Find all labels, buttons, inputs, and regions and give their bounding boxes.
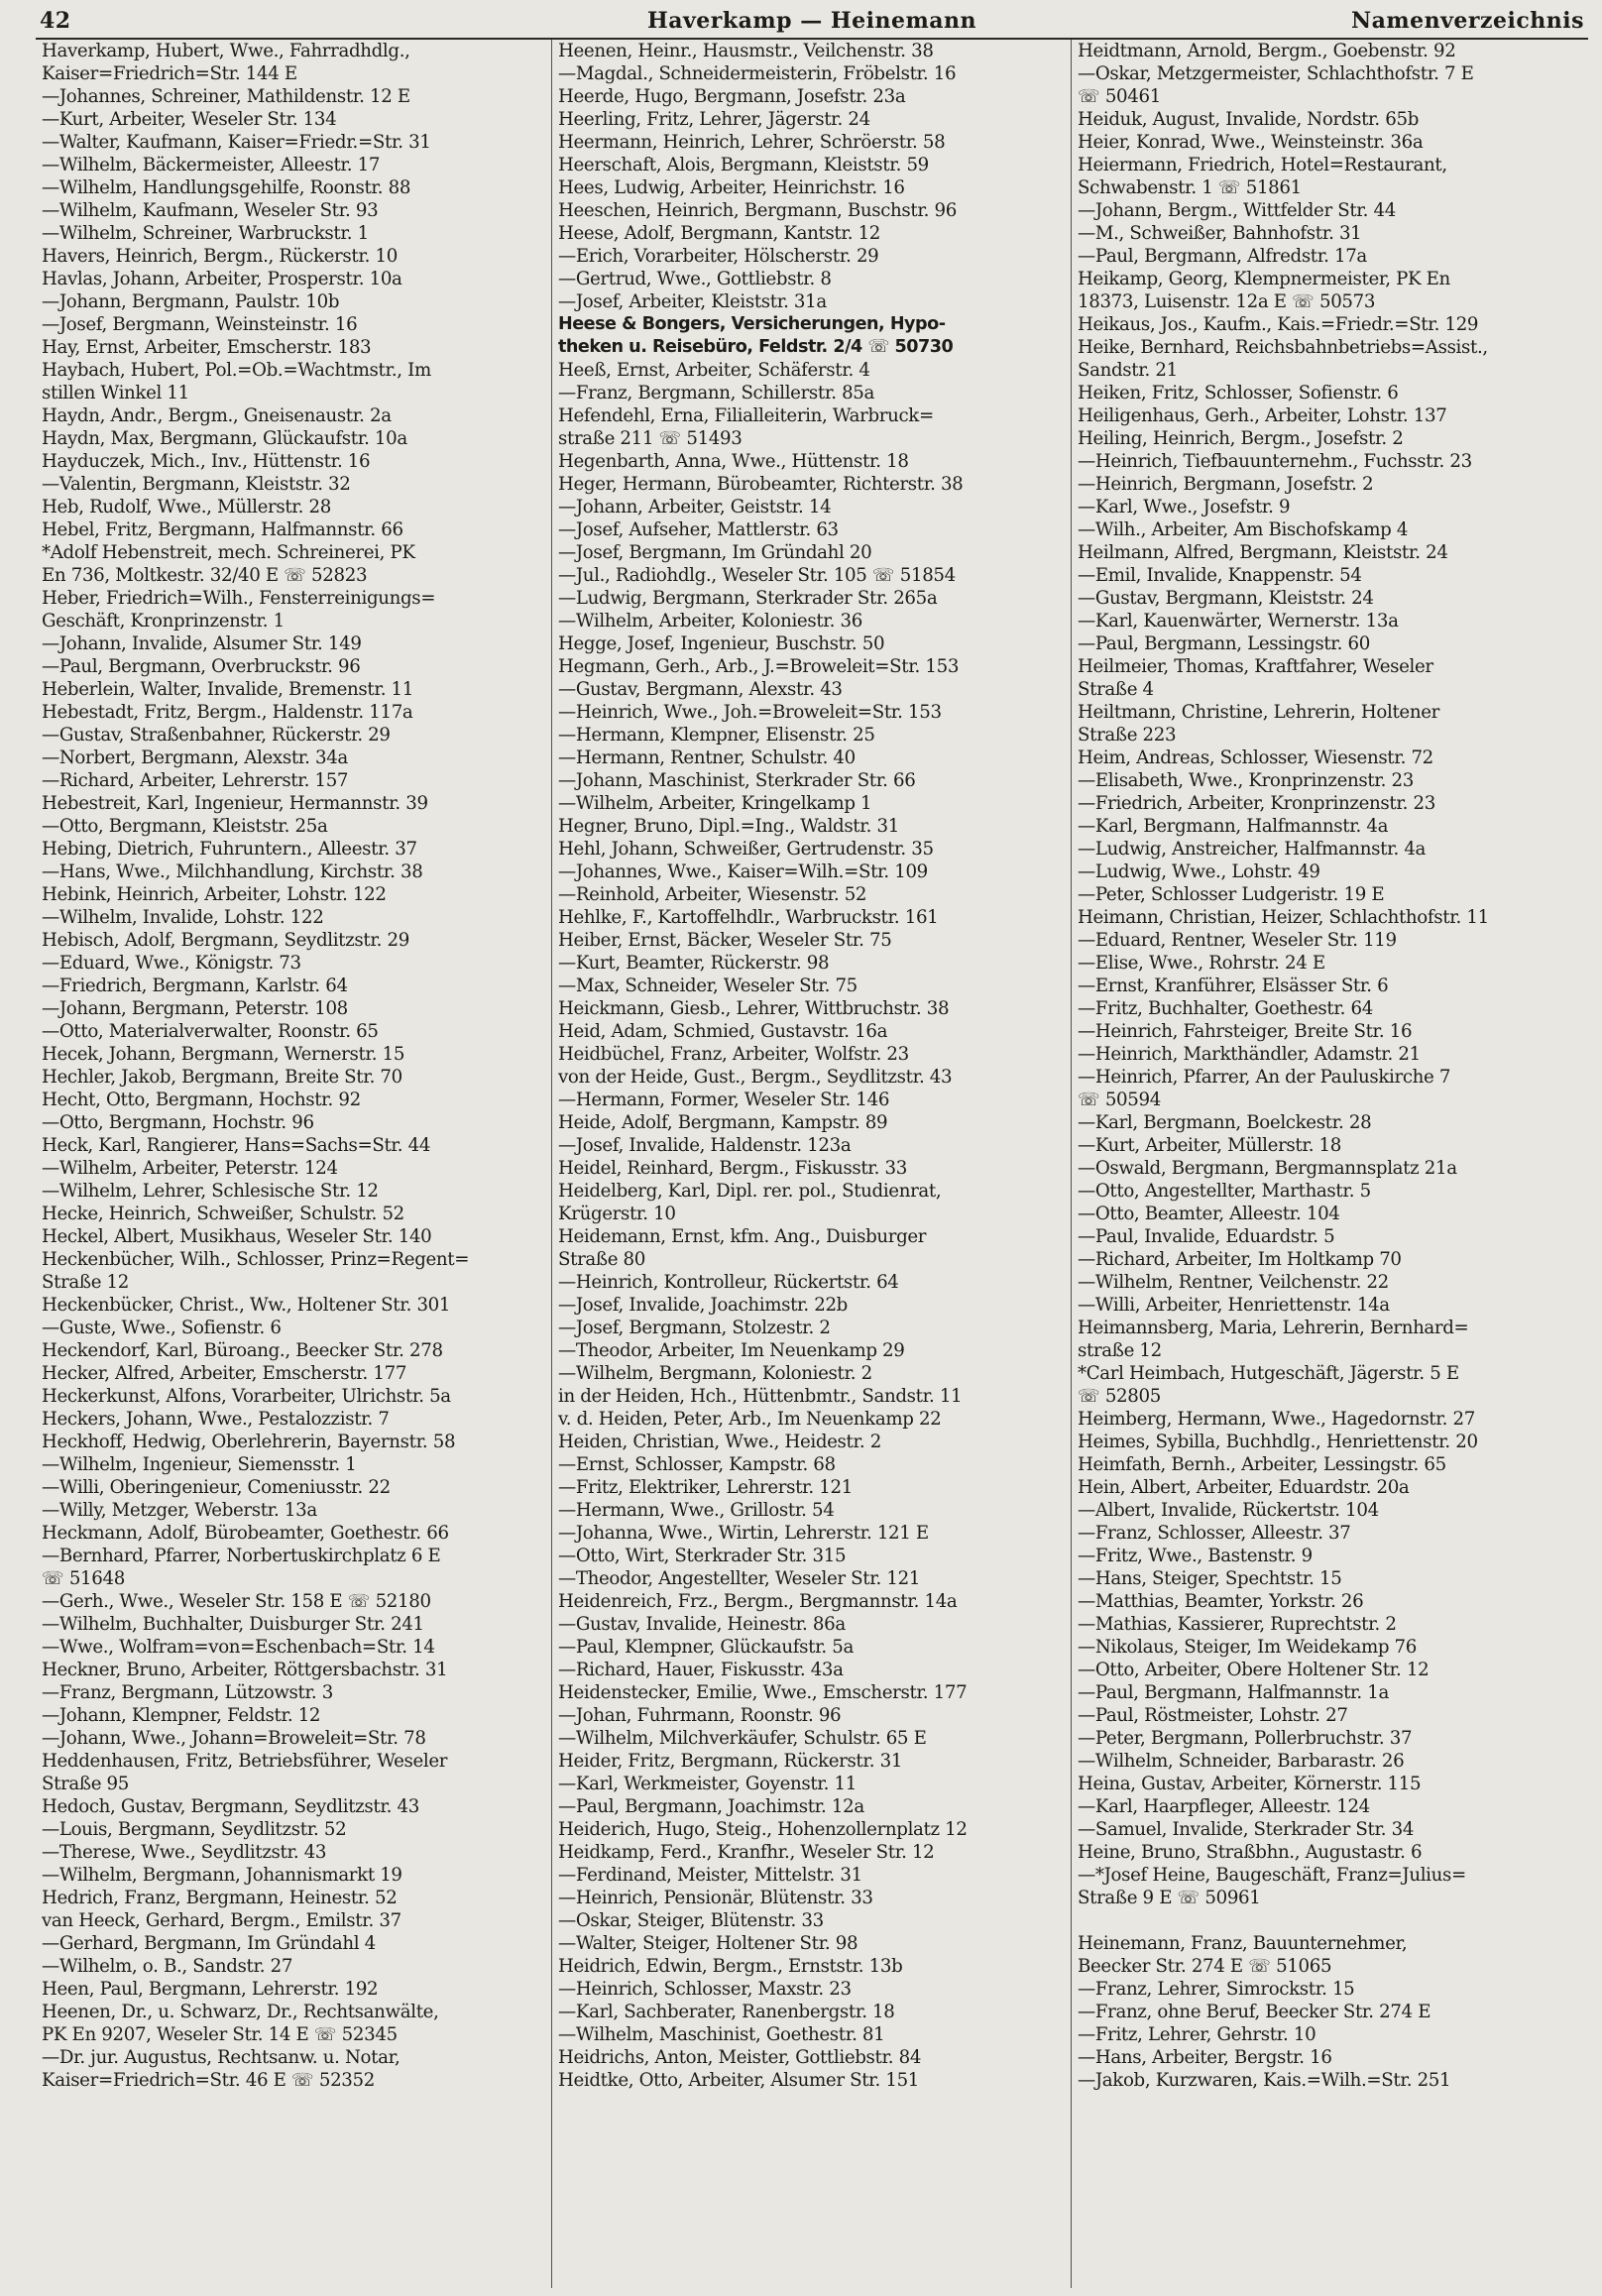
directory-entry-line: —Theodor, Arbeiter, Im Neuenkamp 29 [558,1340,905,1361]
directory-entry-line: —Gertrud, Wwe., Gottliebstr. 8 [558,269,832,289]
directory-entry-line: —Karl, Kauenwärter, Wernerstr. 13a [1078,611,1399,631]
page-header [36,6,1588,40]
directory-entry-line: Kaiser=Friedrich=Str. 144 E [42,63,297,84]
directory-entry-line: —Hans, Wwe., Milchhandlung, Kirchstr. 38 [42,861,423,882]
directory-entry-line: —Nikolaus, Steiger, Im Weidekamp 76 [1078,1637,1418,1658]
directory-entry-line: Heckerkunst, Alfons, Vorarbeiter, Ulrichstr. 5a [42,1386,451,1407]
directory-entry-line: —Josef, Invalide, Joachimstr. 22b [558,1295,848,1316]
directory-entry-line: —Johann, Bergmann, Paulstr. 10b [42,291,340,312]
directory-entry-line: Hegge, Josef, Ingenieur, Buschstr. 50 [558,633,885,654]
directory-entry-line: Heier, Konrad, Wwe., Weinsteinstr. 36a [1078,132,1424,153]
directory-entry-line: Heckhoff, Hedwig, Oberlehrerin, Bayernstr. 58 [42,1432,456,1452]
directory-entry-line: Heidtmann, Arnold, Bergm., Goebenstr. 92 [1078,41,1456,61]
directory-entry-line: Hedrich, Franz, Bergmann, Heinestr. 52 [42,1888,398,1908]
directory-entry-line: Heerling, Fritz, Lehrer, Jägerstr. 24 [558,109,870,130]
directory-entry-line: Heidtke, Otto, Arbeiter, Alsumer Str. 151 [558,2070,920,2091]
directory-entry-line: Heckmann, Adolf, Bürobeamter, Goethestr. 66 [42,1523,449,1544]
directory-entry-line: —Johann, Wwe., Johann=Broweleit=Str. 78 [42,1728,426,1749]
directory-entry-line: Straße 12 [42,1272,129,1293]
directory-entry-line: straße 211 ☏ 51493 [558,428,743,449]
directory-entry-line: —M., Schweißer, Bahnhofstr. 31 [1078,223,1362,244]
directory-entry-line: Heina, Gustav, Arbeiter, Körnerstr. 115 [1078,1774,1422,1794]
directory-entry-line: —Heinrich, Tiefbauunternehm., Fuchsstr. 23 [1078,451,1472,472]
directory-entry-line: Heimfath, Bernh., Arbeiter, Lessingstr. 65 [1078,1454,1446,1475]
directory-entry-line: Haverkamp, Hubert, Wwe., Fahrradhdlg., [42,41,410,61]
directory-entry-line: —Fritz, Wwe., Bastenstr. 9 [1078,1546,1313,1566]
directory-entry-line: Heidbüchel, Franz, Arbeiter, Wolfstr. 23 [558,1044,909,1065]
directory-entry-line: Heeschen, Heinrich, Bergmann, Buschstr. 96 [558,200,957,221]
directory-entry-line: ☏ 50594 [1078,1090,1161,1110]
directory-entry-line: ☏ 50461 [1078,86,1161,107]
directory-entry-line: —Wilhelm, Invalide, Lohstr. 122 [42,907,324,928]
directory-entry-line: —Fritz, Elektriker, Lehrerstr. 121 [558,1477,853,1498]
directory-entry-line: Heber, Friedrich=Wilh., Fensterreinigungs= [42,588,436,609]
directory-entry-line: —Heinrich, Wwe., Joh.=Broweleit=Str. 153 [558,702,942,723]
directory-entry-line: Heenen, Dr., u. Schwarz, Dr., Rechtsanwälte, [42,2002,439,2022]
directory-entry-line: —Josef, Bergmann, Stolzestr. 2 [558,1318,831,1338]
directory-entry-line: —Johanna, Wwe., Wirtin, Lehrerstr. 121 E [558,1523,929,1544]
directory-entry-line: —Walter, Steiger, Holtener Str. 98 [558,1933,858,1954]
directory-entry-line: Heenen, Heinr., Hausmstr., Veilchenstr. 38 [558,41,934,61]
directory-entry-line: Sandstr. 21 [1078,360,1178,381]
directory-entry-line: Hees, Ludwig, Arbeiter, Heinrichstr. 16 [558,177,905,198]
directory-entry-line: Hehl, Johann, Schweißer, Gertrudenstr. 35 [558,839,934,860]
directory-entry-line: Hegenbarth, Anna, Wwe., Hüttenstr. 18 [558,451,909,472]
directory-entry-line: Heider, Fritz, Bergmann, Rückerstr. 31 [558,1751,903,1772]
directory-entry-line: —Otto, Arbeiter, Obere Holtener Str. 12 [1078,1660,1430,1680]
directory-entry-line: Heickmann, Giesb., Lehrer, Wittbruchstr. 38 [558,998,950,1019]
page-title: Haverkamp — Heinemann [646,8,977,34]
directory-entry-line: —Franz, ohne Beruf, Beecker Str. 274 E [1078,2002,1431,2022]
directory-entry-line: Hebisch, Adolf, Bergmann, Seydlitzstr. 29 [42,930,409,951]
directory-entry-line: in der Heiden, Hch., Hüttenbmtr., Sandstr. 11 [558,1386,963,1407]
directory-entry-line: —Kurt, Beamter, Rückerstr. 98 [558,953,830,974]
directory-entry-line: —Wilhelm, Schneider, Barbarastr. 26 [1078,1751,1405,1772]
directory-entry-line: —Heinrich, Markthändler, Adamstr. 21 [1078,1044,1421,1065]
directory-entry-line: —Paul, Bergmann, Halfmannstr. 1a [1078,1682,1389,1703]
directory-entry-line: Hebestreit, Karl, Ingenieur, Hermannstr. 39 [42,793,428,814]
directory-entry-line: —Friedrich, Bergmann, Karlstr. 64 [42,976,348,996]
directory-entry-line: —Paul, Bergmann, Alfredstr. 17a [1078,246,1367,267]
directory-entry-line: Hechler, Jakob, Bergmann, Breite Str. 70 [42,1067,402,1088]
directory-entry-line: Heckenbücher, Wilh., Schlosser, Prinz=Regent= [42,1249,470,1270]
directory-entry-line: Straße 9 E ☏ 50961 [1078,1888,1261,1908]
directory-entry-line: —Magdal., Schneidermeisterin, Fröbelstr. 16 [558,63,957,84]
directory-entry-line: —Otto, Bergmann, Kleiststr. 25a [42,816,328,837]
directory-entry-line: —Josef, Bergmann, Im Gründahl 20 [558,542,872,563]
directory-entry-line: 18373, Luisenstr. 12a E ☏ 50573 [1078,291,1376,312]
directory-entry-line: Heger, Hermann, Bürobeamter, Richterstr. 38 [558,474,964,495]
directory-entry-line: —Johann, Bergmann, Peterstr. 108 [42,998,348,1019]
directory-entry-line: —Paul, Bergmann, Joachimstr. 12a [558,1796,864,1817]
directory-entry-line: Heine, Bruno, Straßbhn., Augustastr. 6 [1078,1842,1423,1863]
directory-entry-line: —Bernhard, Pfarrer, Norbertuskirchplatz 6 E [42,1546,441,1566]
directory-entry-line: —Wilhelm, Bergmann, Koloniestr. 2 [558,1363,872,1384]
directory-entry-line: —Johannes, Wwe., Kaiser=Wilh.=Str. 109 [558,861,928,882]
directory-entry-line: —Ludwig, Wwe., Lohstr. 49 [1078,861,1320,882]
directory-entry-line: —Otto, Beamter, Alleestr. 104 [1078,1204,1340,1224]
directory-entry-line: Hebink, Heinrich, Arbeiter, Lohstr. 122 [42,884,387,905]
directory-entry-line: —Gustav, Invalide, Heinestr. 86a [558,1614,846,1635]
directory-entry-line: —Ludwig, Anstreicher, Halfmannstr. 4a [1078,839,1427,860]
directory-entry-line: —Peter, Bergmann, Pollerbruchstr. 37 [1078,1728,1413,1749]
directory-entry-line: —Wilhelm, Schreiner, Warbruckstr. 1 [42,223,369,244]
directory-entry-line: Heese, Adolf, Bergmann, Kantstr. 12 [558,223,881,244]
directory-entry-line: —Hermann, Rentner, Schulstr. 40 [558,747,856,768]
directory-entry-line: Hayduczek, Mich., Inv., Hüttenstr. 16 [42,451,371,472]
directory-entry-line: —Ferdinand, Meister, Mittelstr. 31 [558,1865,862,1886]
directory-entry-line: —Guste, Wwe., Sofienstr. 6 [42,1318,282,1338]
directory-entry-line: —Ernst, Kranführer, Elsässer Str. 6 [1078,976,1389,996]
directory-entry-line: —Louis, Bergmann, Seydlitzstr. 52 [42,1819,347,1840]
directory-entry-line: Heiduk, August, Invalide, Nordstr. 65b [1078,109,1419,130]
directory-entry-line: —Otto, Materialverwalter, Roonstr. 65 [42,1021,379,1042]
directory-entry-line: Haydn, Max, Bergmann, Glückaufstr. 10a [42,428,407,449]
directory-entry-line: Heidenreich, Frz., Bergm., Bergmannstr. 14a [558,1591,958,1612]
directory-entry-line: —Therese, Wwe., Seydlitzstr. 43 [42,1842,327,1863]
directory-entry-line: —Hermann, Wwe., Grillostr. 54 [558,1500,835,1521]
directory-entry-line: —Gustav, Bergmann, Alexstr. 43 [558,679,843,700]
directory-entry-line: Heinemann, Franz, Bauunternehmer, [1078,1933,1408,1954]
directory-entry-line: Heiber, Ernst, Bäcker, Weseler Str. 75 [558,930,892,951]
directory-entry-line: —Norbert, Bergmann, Alexstr. 34a [42,747,348,768]
directory-entry-line: Hegner, Bruno, Dipl.=Ing., Waldstr. 31 [558,816,899,837]
directory-entry-line: —Hermann, Former, Weseler Str. 146 [558,1090,890,1110]
directory-entry-line: Heiermann, Friedrich, Hotel=Restaurant, [1078,155,1447,175]
directory-entry-line: Heike, Bernhard, Reichsbahnbetriebs=Assist., [1078,337,1488,358]
directory-entry-line: —Dr. jur. Augustus, Rechtsanw. u. Notar, [42,2047,400,2068]
directory-entry-line: —Emil, Invalide, Knappenstr. 54 [1078,565,1362,586]
directory-entry-line: —Fritz, Buchhalter, Goethestr. 64 [1078,998,1373,1019]
directory-entry-line: Heiligenhaus, Gerh., Arbeiter, Lohstr. 137 [1078,405,1447,426]
directory-entry-line: Heiltmann, Christine, Lehrerin, Holtener [1078,702,1439,723]
directory-entry-line: ☏ 51648 [42,1568,125,1589]
directory-entry-line: —Eduard, Wwe., Königstr. 73 [42,953,301,974]
directory-entry-line: straße 12 [1078,1340,1162,1361]
directory-entry-line: —Elise, Wwe., Rohrstr. 24 E [1078,953,1325,974]
directory-entry-line: —Wilhelm, Lehrer, Schlesische Str. 12 [42,1181,379,1202]
directory-entry-line: Schwabenstr. 1 ☏ 51861 [1078,177,1302,198]
directory-entry-line: Hefendehl, Erna, Filialleiterin, Warbruck= [558,405,934,426]
directory-entry-line: —Heinrich, Fahrsteiger, Breite Str. 16 [1078,1021,1413,1042]
directory-entry-line: Straße 223 [1078,725,1177,746]
directory-entry-line: —Paul, Röstmeister, Lohstr. 27 [1078,1705,1348,1726]
directory-entry-line: —Matthias, Beamter, Yorkstr. 26 [1078,1591,1364,1612]
directory-entry-line: Hecke, Heinrich, Schweißer, Schulstr. 52 [42,1204,404,1224]
directory-entry-line: —Wilhelm, Handlungsgehilfe, Roonstr. 88 [42,177,411,198]
directory-entry-line: —Gustav, Bergmann, Kleiststr. 24 [1078,588,1374,609]
directory-entry-line: —Karl, Bergmann, Halfmannstr. 4a [1078,816,1389,837]
directory-entry-line: —Max, Schneider, Weseler Str. 75 [558,976,858,996]
directory-entry-line: —Wilhelm, Bergmann, Johannismarkt 19 [42,1865,402,1886]
directory-entry-line: van Heeck, Gerhard, Bergm., Emilstr. 37 [42,1910,401,1931]
directory-entry-line: theken u. Reisebüro, Feldstr. 2/4 ☏ 50730 [558,337,954,357]
directory-entry-line: Heikamp, Georg, Klempnermeister, PK En [1078,269,1450,289]
directory-entry-line: —Theodor, Angestellter, Weseler Str. 121 [558,1568,921,1589]
directory-entry-line: Straße 4 [1078,679,1154,700]
directory-entry-line: —Josef, Aufseher, Mattlerstr. 63 [558,519,839,540]
directory-entry-line: Heckenbücker, Christ., Ww., Holtener Str. 301 [42,1295,451,1316]
directory-entry-line: —Fritz, Lehrer, Gehrstr. 10 [1078,2024,1316,2045]
directory-entry-line: Heckel, Albert, Musikhaus, Weseler Str. 140 [42,1226,432,1247]
directory-entry-line: Heidkamp, Ferd., Kranfhr., Weseler Str. 12 [558,1842,935,1863]
directory-entry-line: Heilmann, Alfred, Bergmann, Kleiststr. 24 [1078,542,1448,563]
directory-entry-line: Heiderich, Hugo, Steig., Hohenzollernplatz 12 [558,1819,968,1840]
directory-entry-line: Hedoch, Gustav, Bergmann, Seydlitzstr. 43 [42,1796,419,1817]
directory-entry-line: Heeß, Ernst, Arbeiter, Schäferstr. 4 [558,360,870,381]
directory-entry-line: Heidrich, Edwin, Bergm., Ernststr. 13b [558,1956,903,1977]
directory-entry-line: Hecht, Otto, Bergmann, Hochstr. 92 [42,1090,361,1110]
directory-entry-line: —Wilhelm, Arbeiter, Kringelkamp 1 [558,793,872,814]
directory-entry-line: —Ludwig, Bergmann, Sterkrader Str. 265a [558,588,938,609]
directory-entry-line: —Wilhelm, Kaufmann, Weseler Str. 93 [42,200,379,221]
directory-entry-line: Heimberg, Hermann, Wwe., Hagedornstr. 27 [1078,1409,1475,1430]
directory-entry-line: —Wilhelm, Bäckermeister, Alleestr. 17 [42,155,381,175]
directory-entry-line: PK En 9207, Weseler Str. 14 E ☏ 52345 [42,2024,398,2045]
directory-entry-line: v. d. Heiden, Peter, Arb., Im Neuenkamp 22 [558,1409,942,1430]
directory-entry-line: —Franz, Bergmann, Schillerstr. 85a [558,383,874,403]
directory-entry-line: —Valentin, Bergmann, Kleiststr. 32 [42,474,351,495]
directory-entry-line: —Otto, Angestellter, Marthastr. 5 [1078,1181,1371,1202]
directory-entry-line: —Hans, Arbeiter, Bergstr. 16 [1078,2047,1332,2068]
directory-entry-line: Heermann, Heinrich, Lehrer, Schröerstr. 58 [558,132,946,153]
directory-entry-line: —Kurt, Arbeiter, Müllerstr. 18 [1078,1135,1342,1156]
directory-entry-line: —Oswald, Bergmann, Bergmannsplatz 21a [1078,1158,1457,1179]
directory-entry-line: —Wilhelm, Maschinist, Goethestr. 81 [558,2024,885,2045]
directory-entry-line: —Otto, Wirt, Sterkrader Str. 315 [558,1546,847,1566]
directory-entry-line: —Otto, Bergmann, Hochstr. 96 [42,1112,314,1133]
directory-entry-line: Beecker Str. 274 E ☏ 51065 [1078,1956,1332,1977]
directory-entry-line: —Heinrich, Pfarrer, An der Pauluskirche 7 [1078,1067,1451,1088]
directory-entry-line: —Gustav, Straßenbahner, Rückerstr. 29 [42,725,391,746]
directory-entry-line: —Karl, Sachberater, Ranenbergstr. 18 [558,2002,895,2022]
directory-entry-line: Straße 95 [42,1774,129,1794]
section-title: Namenverzeichnis [1351,8,1584,34]
directory-entry-line: Heese & Bongers, Versicherungen, Hypo- [558,314,946,334]
directory-entry-line: —Ernst, Schlosser, Kampstr. 68 [558,1454,836,1475]
directory-entry-line: Heidrichs, Anton, Meister, Gottliebstr. 84 [558,2047,922,2068]
directory-entry-line: Heckner, Bruno, Arbeiter, Röttgersbachstr. 31 [42,1660,448,1680]
directory-entry-line: —Karl, Wwe., Josefstr. 9 [1078,497,1291,517]
directory-entry-line: —Karl, Haarpfleger, Alleestr. 124 [1078,1796,1370,1817]
directory-entry-line: —Johann, Invalide, Alsumer Str. 149 [42,633,362,654]
directory-entry-line: —Albert, Invalide, Rückertstr. 104 [1078,1500,1379,1521]
directory-entry-line: Havers, Heinrich, Bergm., Rückerstr. 10 [42,246,398,267]
directory-entry-line: —Gerh., Wwe., Weseler Str. 158 E ☏ 52180 [42,1591,431,1612]
directory-entry-line: —Erich, Vorarbeiter, Hölscherstr. 29 [558,246,879,267]
directory-entry-line: —Hans, Steiger, Spechtstr. 15 [1078,1568,1342,1589]
directory-entry-line: —Wilhelm, Rentner, Veilchenstr. 22 [1078,1272,1389,1293]
directory-entry-line: —Wilhelm, Arbeiter, Koloniestr. 36 [558,611,862,631]
directory-entry-line: Hegmann, Gerh., Arb., J.=Broweleit=Str. 153 [558,656,960,677]
directory-entry-line: Heerschaft, Alois, Bergmann, Kleiststr. 59 [558,155,929,175]
directory-entry-line: —Jul., Radiohdlg., Weseler Str. 105 ☏ 51854 [558,565,956,586]
directory-entry-line: Heikaus, Jos., Kaufm., Kais.=Friedr.=Str. 129 [1078,314,1479,335]
directory-entry-line: —Paul, Bergmann, Lessingstr. 60 [1078,633,1370,654]
directory-entry-line: Heidenstecker, Emilie, Wwe., Emscherstr. 177 [558,1682,968,1703]
directory-entry-line: —Franz, Bergmann, Lützowstr. 3 [42,1682,333,1703]
directory-entry-line: —Heinrich, Pensionär, Blütenstr. 33 [558,1888,873,1908]
directory-entry-line: —Oskar, Steiger, Blütenstr. 33 [558,1910,824,1931]
directory-entry-line: —Paul, Invalide, Eduardstr. 5 [1078,1226,1335,1247]
directory-entry-line: Heiken, Fritz, Schlosser, Sofienstr. 6 [1078,383,1399,403]
directory-entry-line: —Walter, Kaufmann, Kaiser=Friedr.=Str. 31 [42,132,431,153]
directory-entry-line: Heen, Paul, Bergmann, Lehrerstr. 192 [42,1979,379,2000]
column-2 [551,40,1071,2288]
directory-entry-line: Heb, Rudolf, Wwe., Müllerstr. 28 [42,497,331,517]
directory-entry-line: —Johannes, Schreiner, Mathildenstr. 12 E [42,86,410,107]
directory-entry-line: Heerde, Hugo, Bergmann, Josefstr. 23a [558,86,906,107]
directory-entry-line: —Mathias, Kassierer, Ruprechtstr. 2 [1078,1614,1397,1635]
directory-entry-line: —Richard, Arbeiter, Im Holtkamp 70 [1078,1249,1402,1270]
directory-entry-line: —Peter, Schlosser Ludgeristr. 19 E [1078,884,1385,905]
directory-entry-line: Geschäft, Kronprinzenstr. 1 [42,611,285,631]
directory-entry-line: —Johann, Bergm., Wittfelder Str. 44 [1078,200,1396,221]
columns [36,40,1588,2288]
directory-entry-line: Heck, Karl, Rangierer, Hans=Sachs=Str. 44 [42,1135,431,1156]
directory-entry-line: —Wilhelm, Arbeiter, Peterstr. 124 [42,1158,338,1179]
directory-entry-line: Hehlke, F., Kartoffelhdlr., Warbruckstr. 161 [558,907,939,928]
directory-entry-line: Heidelberg, Karl, Dipl. rer. pol., Studienrat, [558,1181,942,1202]
directory-entry-line: Heimes, Sybilla, Buchhdlg., Henriettenstr. 20 [1078,1432,1478,1452]
directory-entry-line: *Carl Heimbach, Hutgeschäft, Jägerstr. 5 E [1078,1363,1459,1384]
directory-entry-line: —Josef, Bergmann, Weinsteinstr. 16 [42,314,358,335]
directory-entry-line: Heidemann, Ernst, kfm. Ang., Duisburger [558,1226,927,1247]
directory-entry-line: —Wilhelm, o. B., Sandstr. 27 [42,1956,293,1977]
directory-entry-line: —Oskar, Metzgermeister, Schlachthofstr. 7 E [1078,63,1474,84]
directory-entry-line [1078,1909,1582,1932]
directory-entry-line: —Wilh., Arbeiter, Am Bischofskamp 4 [1078,519,1409,540]
directory-entry-line: Hebing, Dietrich, Fuhruntern., Alleestr. 37 [42,839,417,860]
column-3 [1071,40,1588,2288]
directory-entry-line: —*Josef Heine, Baugeschäft, Franz=Julius= [1078,1865,1466,1886]
directory-entry-line: —Kurt, Arbeiter, Weseler Str. 134 [42,109,337,130]
directory-entry-line: —Franz, Schlosser, Alleestr. 37 [1078,1523,1351,1544]
directory-entry-line: Heimann, Christian, Heizer, Schlachthofstr. 11 [1078,907,1489,928]
directory-entry-line: Straße 80 [558,1249,645,1270]
directory-entry-line: —Johann, Klempner, Feldstr. 12 [42,1705,321,1726]
directory-entry-line: —Wilhelm, Ingenieur, Siemensstr. 1 [42,1454,357,1475]
page-number: 42 [40,8,71,34]
directory-entry-line: Hecker, Alfred, Arbeiter, Emscherstr. 177 [42,1363,407,1384]
directory-entry-line: Hein, Albert, Arbeiter, Eduardstr. 20a [1078,1477,1410,1498]
directory-entry-line: —Karl, Bergmann, Boelckestr. 28 [1078,1112,1372,1133]
directory-entry-line: —Hermann, Klempner, Elisenstr. 25 [558,725,875,746]
directory-entry-line: Hecek, Johann, Bergmann, Wernerstr. 15 [42,1044,405,1065]
directory-entry-line: *Adolf Hebenstreit, mech. Schreinerei, PK [42,542,415,563]
directory-entry-line: von der Heide, Gust., Bergm., Seydlitzstr. 43 [558,1067,953,1088]
directory-entry-line: —Josef, Invalide, Haldenstr. 123a [558,1135,852,1156]
directory-entry-line: —Elisabeth, Wwe., Kronprinzenstr. 23 [1078,770,1414,791]
directory-entry-line: ☏ 52805 [1078,1386,1161,1407]
directory-entry-line: —Friedrich, Arbeiter, Kronprinzenstr. 23 [1078,793,1435,814]
directory-entry-line: Heid, Adam, Schmied, Gustavstr. 16a [558,1021,888,1042]
directory-entry-line: —Wilhelm, Buchhalter, Duisburger Str. 241 [42,1614,424,1635]
directory-entry-line: —Wwe., Wolfram=von=Eschenbach=Str. 14 [42,1637,435,1658]
directory-entry-line: —Josef, Arbeiter, Kleiststr. 31a [558,291,827,312]
directory-entry-line: Hay, Ernst, Arbeiter, Emscherstr. 183 [42,337,372,358]
directory-entry-line: Heberlein, Walter, Invalide, Bremenstr. 11 [42,679,414,700]
directory-entry-line: Heiden, Christian, Wwe., Heidestr. 2 [558,1432,881,1452]
directory-entry-line: Heim, Andreas, Schlosser, Wiesenstr. 72 [1078,747,1433,768]
directory-entry-line: Heide, Adolf, Bergmann, Kampstr. 89 [558,1112,888,1133]
directory-entry-line: Heckers, Johann, Wwe., Pestalozzistr. 7 [42,1409,390,1430]
directory-entry-line: Heddenhausen, Fritz, Betriebsführer, Weseler [42,1751,448,1772]
directory-entry-line: —Johann, Arbeiter, Geiststr. 14 [558,497,832,517]
directory-entry-line: —Richard, Arbeiter, Lehrerstr. 157 [42,770,349,791]
directory-entry-line: Haybach, Hubert, Pol.=Ob.=Wachtmstr., Im [42,360,431,381]
directory-entry-line: —Paul, Klempner, Glückaufstr. 5a [558,1637,855,1658]
directory-entry-line: En 736, Moltkestr. 32/40 E ☏ 52823 [42,565,368,586]
directory-entry-line: —Johan, Fuhrmann, Roonstr. 96 [558,1705,842,1726]
directory-entry-line: —Willi, Oberingenieur, Comeniusstr. 22 [42,1477,391,1498]
directory-entry-line: Kaiser=Friedrich=Str. 46 E ☏ 52352 [42,2070,375,2091]
directory-entry-line: —Franz, Lehrer, Simrockstr. 15 [1078,1979,1355,2000]
directory-entry-line: —Karl, Werkmeister, Goyenstr. 11 [558,1774,857,1794]
directory-entry-line: Heimannsberg, Maria, Lehrerin, Bernhard= [1078,1318,1469,1338]
directory-entry-line: Haydn, Andr., Bergm., Gneisenaustr. 2a [42,405,392,426]
directory-entry-line: Heidel, Reinhard, Bergm., Fiskusstr. 33 [558,1158,907,1179]
directory-entry-line: —Wilhelm, Milchverkäufer, Schulstr. 65 E [558,1728,927,1749]
directory-entry-line: —Johann, Maschinist, Sterkrader Str. 66 [558,770,916,791]
column-1 [36,40,551,2288]
directory-entry-line: —Paul, Bergmann, Overbruckstr. 96 [42,656,361,677]
directory-entry-line: Havlas, Johann, Arbeiter, Prosperstr. 10a [42,269,402,289]
directory-entry-line: stillen Winkel 11 [42,383,189,403]
directory-entry-line: Heiling, Heinrich, Bergm., Josefstr. 2 [1078,428,1404,449]
directory-entry-line: Hebestadt, Fritz, Bergm., Haldenstr. 117a [42,702,413,723]
directory-entry-line: —Willy, Metzger, Weberstr. 13a [42,1500,317,1521]
directory-entry-line: Hebel, Fritz, Bergmann, Halfmannstr. 66 [42,519,403,540]
directory-entry-line: Heilmeier, Thomas, Kraftfahrer, Weseler [1078,656,1433,677]
directory-entry-line: —Richard, Hauer, Fiskusstr. 43a [558,1660,844,1680]
directory-entry-line: Krügerstr. 10 [558,1204,676,1224]
directory-entry-line: —Gerhard, Bergmann, Im Gründahl 4 [42,1933,376,1954]
directory-entry-line: —Heinrich, Schlosser, Maxstr. 23 [558,1979,852,2000]
directory-entry-line: —Heinrich, Bergmann, Josefstr. 2 [1078,474,1374,495]
directory-entry-line: —Heinrich, Kontrolleur, Rückertstr. 64 [558,1272,899,1293]
directory-entry-line: —Eduard, Rentner, Weseler Str. 119 [1078,930,1397,951]
directory-entry-line: Heckendorf, Karl, Büroang., Beecker Str. 278 [42,1340,443,1361]
directory-entry-line: —Willi, Arbeiter, Henriettenstr. 14a [1078,1295,1390,1316]
directory-entry-line: —Reinhold, Arbeiter, Wiesenstr. 52 [558,884,867,905]
directory-entry-line: —Samuel, Invalide, Sterkrader Str. 34 [1078,1819,1415,1840]
directory-entry-line: —Jakob, Kurzwaren, Kais.=Wilh.=Str. 251 [1078,2070,1451,2091]
